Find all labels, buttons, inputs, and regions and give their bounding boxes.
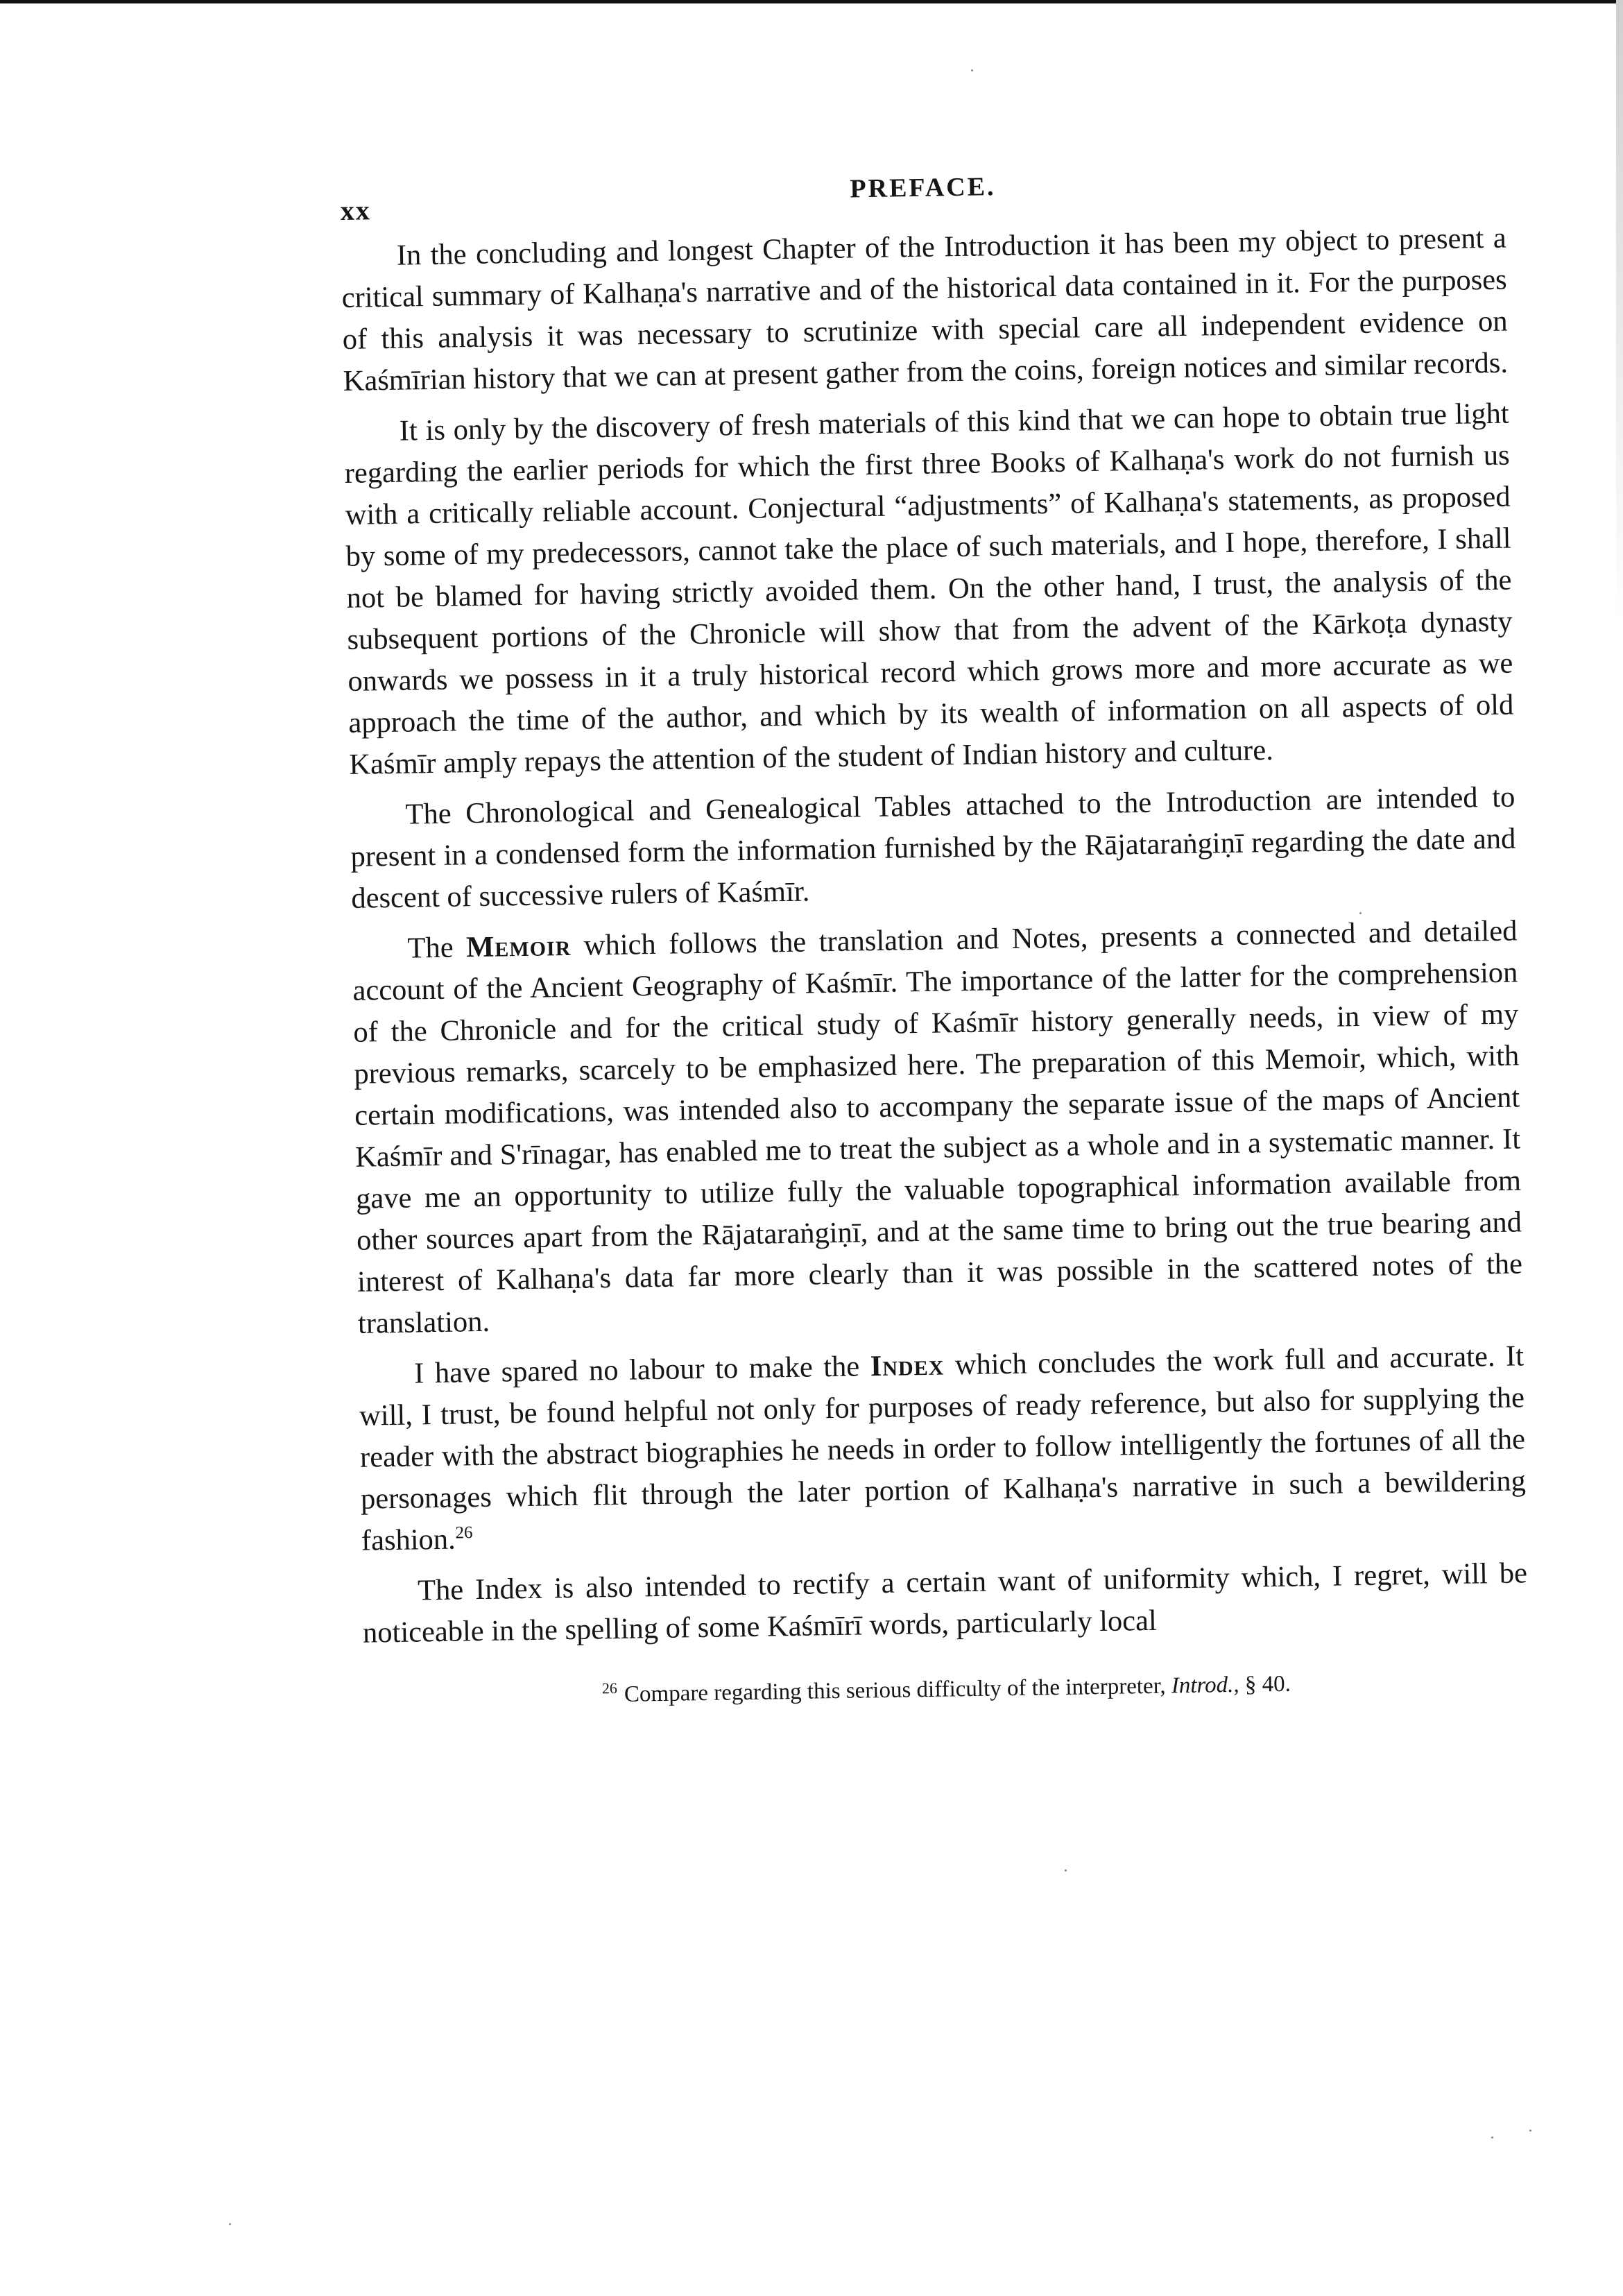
- paragraph-memoir: [352, 910, 1523, 1344]
- paragraph-introduction-summary: In the concluding and longest Chapter of the Introduction it has been my object to present a critical summary of Kalhaṇa's narrative and of the historical data contained in it. For the purposes of this analysis it was necessary to scrutinize with special care all independent evidence on Kaśmīrian history that we can at present gather from the coins, foreign notices and similar records.: [341, 221, 1509, 397]
- book-page: [340, 155, 1532, 1908]
- footnote-text: Compare regarding this serious difficulty of the interpreter,: [624, 1673, 1172, 1707]
- index-text-before: I have spared no labour to make the: [413, 1350, 871, 1390]
- running-head: PREFACE.: [850, 172, 996, 204]
- paragraph-index: [359, 1335, 1527, 1561]
- footnote: [363, 1665, 1529, 1713]
- index-term: Index: [870, 1348, 945, 1383]
- scan-speck: [1491, 2136, 1493, 2139]
- scan-speck: [1529, 2130, 1531, 2132]
- scan-speck: [1359, 912, 1362, 914]
- memoir-text-after: which follows the translation and Notes, presents a connected and detailed account of the Ancient Geography of Kaśmīr. The importance of the latter for the comprehension of the Chronicle and for the critical study of Kaśmīr history generally needs, in view of my previous remarks, scarcely to be emphasized here. The preparation of this Memoir, which, with certain modifications, was intended also to accompany the separate issue of the maps of Ancient Kaśmīr and S'rīnagar, has enabled me to treat the subject as a whole and in a systematic manner. It gave me an opportunity to utilize fully the valuable topographical information available from other sources apart from the Rājataraṅgiṇī, and at the same time to bring out the true bearing and interest of Kalhaṇa's data far more clearly than it was possible in the scattered notes of the translation.: [352, 914, 1523, 1340]
- scan-speck: [229, 2223, 231, 2225]
- paragraph-spelling: The Index is also intended to rectify a certain want of uniformity which, I regret, will be noticeable in the spelling of some Kaśmīrī words, particularly local: [362, 1557, 1528, 1650]
- paragraph-tables: The Chronological and Genealogical Tables attached to the Introduction are intended to present in a condensed form the information furnished by the Rājataraṅgiṇī regarding the date and descent of successive rulers of Kaśmīr.: [350, 780, 1516, 915]
- paragraph-fresh-materials: It is only by the discovery of fresh materials of this kind that we can hope to obtain true light regarding the earlier periods for which the first three Books of Kalhaṇa's work do not furnish us with a critically reliable account. Conjectural “adjustments” of Kalhaṇa's statements, as proposed by some of my predecessors, cannot take the place of such materials, and I hope, therefore, I shall not be blamed for having strictly avoided them. On the other hand, I trust, the analysis of the subsequent portions of the Chronicle will show that from the advent of the Kārkoṭa dynasty onwards we possess in it a truly historical record which grows more and more accurate as we approach the time of the author, and which by its wealth of information on all aspects of old Kaśmīr amply repays the attention of the student of Indian history and culture.: [344, 397, 1514, 781]
- scan-speck: [971, 69, 973, 71]
- page-number: xx: [340, 194, 372, 226]
- index-text-after: which concludes the work full and accurate. It will, I trust, be found helpful not only for purposes of ready reference, but also for supplying the reader with the abstract biographies he needs in order to follow intelligently the fortunes of all the personages which flit through the later portion of Kalhaṇa's narrative in such a bewildering fashion.: [359, 1339, 1527, 1557]
- memoir-term: Memoir: [465, 929, 572, 964]
- body-text: [341, 218, 1528, 1654]
- footnote-section: § 40.: [1239, 1671, 1291, 1697]
- scan-right-edge: [1616, 0, 1623, 624]
- scan-top-edge: [0, 0, 1623, 3]
- memoir-text-before: The: [407, 931, 467, 965]
- scan-speck: [1065, 1869, 1067, 1871]
- footnote-reference: 26: [455, 1523, 473, 1543]
- footnote-mark: 26: [601, 1679, 618, 1697]
- footnote-italic-ref: Introd.,: [1171, 1672, 1239, 1699]
